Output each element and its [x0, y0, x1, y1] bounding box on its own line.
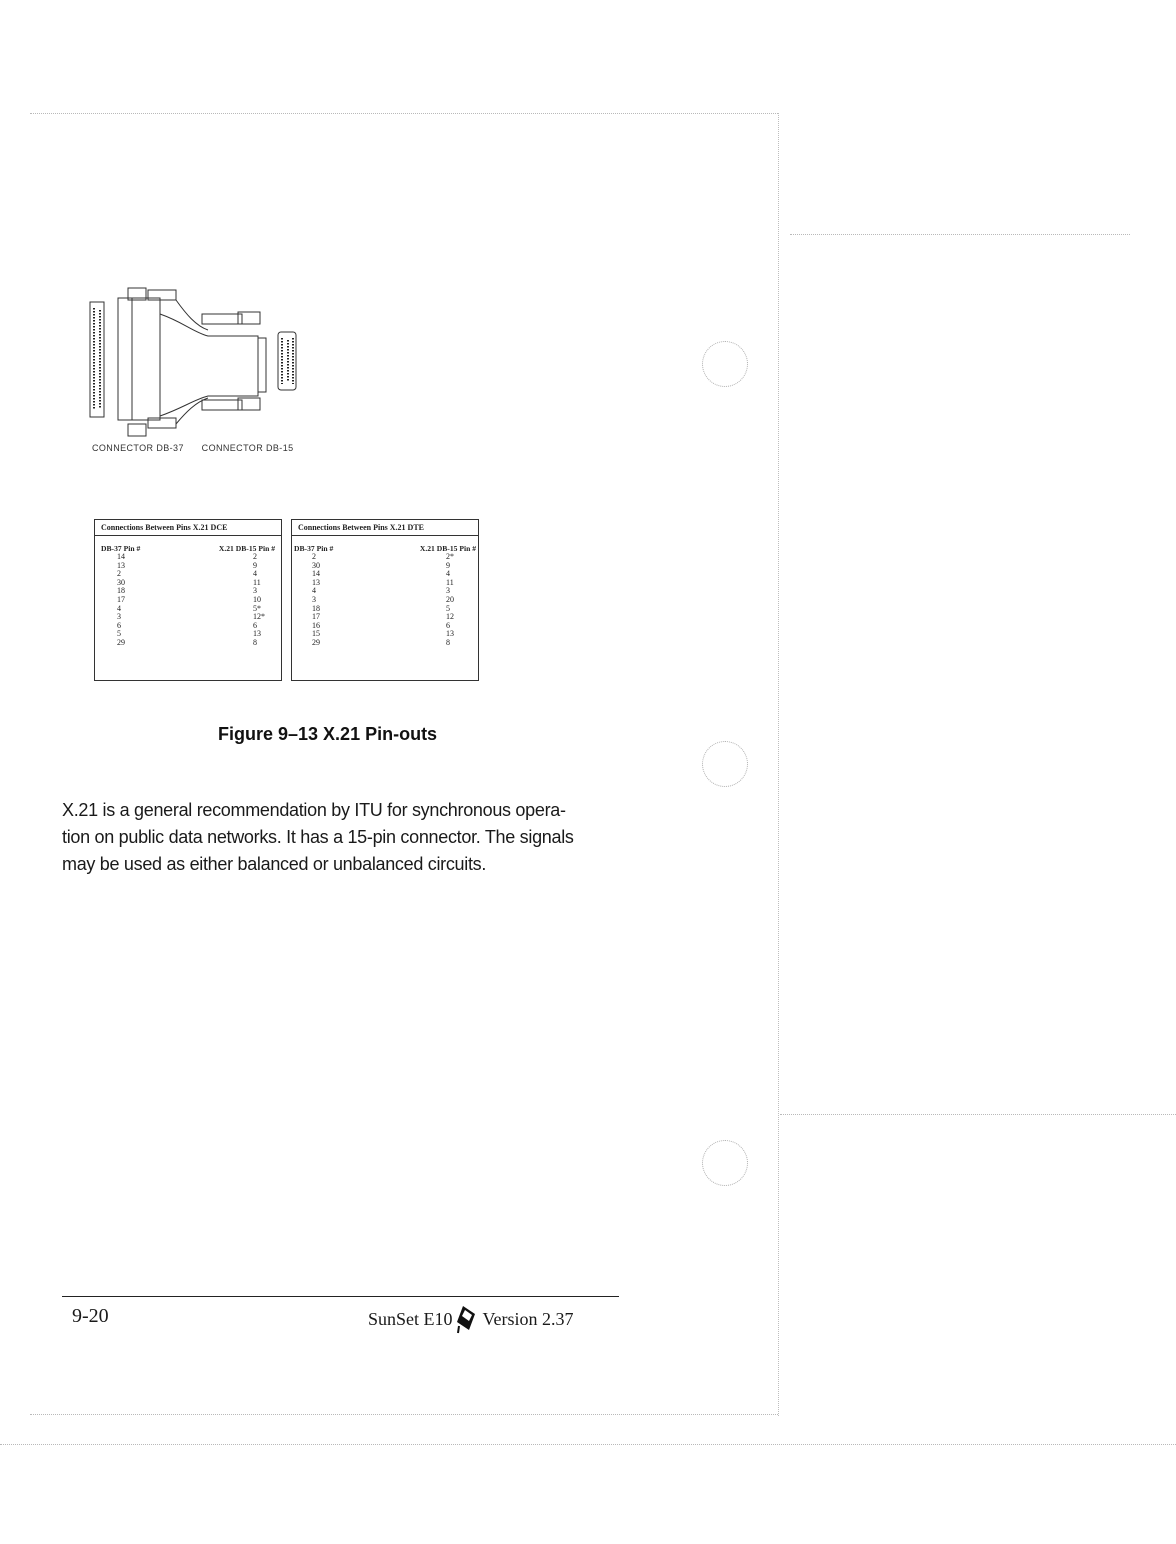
table-row: 15 13 — [312, 629, 454, 639]
dce-table-header — [101, 544, 275, 553]
table-row: 18 3 — [117, 586, 257, 596]
db37-face — [90, 302, 104, 417]
dte-pin-table — [291, 519, 479, 681]
page-right-edge — [778, 113, 779, 1416]
footer-product — [368, 1304, 574, 1334]
table-row: 13 11 — [312, 577, 454, 587]
right-margin-line-2 — [780, 1114, 1176, 1115]
table-row: 14 4 — [312, 569, 450, 579]
binder-hole-2 — [702, 741, 748, 787]
table-row: 29 8 — [117, 637, 257, 647]
product-name: SunSet E10 — [368, 1308, 453, 1329]
dce-col2-header: X.21 DB-15 Pin # — [218, 544, 275, 553]
table-row: 18 5 — [312, 603, 450, 613]
body-line: may be used as either balanced or unbalanced circuits. — [62, 854, 487, 874]
table-row: 13 9 — [117, 560, 257, 570]
table-row: 2 2* — [312, 552, 454, 561]
dte-table-body — [294, 553, 476, 648]
footer-rule — [62, 1296, 619, 1297]
table-row: 30 11 — [117, 577, 261, 587]
body-line: X.21 is a general recommendation by ITU for synchronous opera- — [62, 800, 566, 820]
top-edge-line — [30, 113, 778, 114]
bottom-edge-line — [30, 1414, 778, 1415]
dce-col1-header: DB-37 Pin # — [101, 544, 141, 553]
table-row: 3 12* — [117, 612, 265, 622]
body-paragraph — [62, 797, 637, 878]
table-row: 30 9 — [312, 560, 450, 570]
dce-table-title: Connections Between Pins X.21 DCE — [95, 520, 281, 536]
table-row: 3 20 — [312, 594, 454, 604]
table-row: 17 12 — [312, 612, 454, 622]
dce-table-body — [101, 553, 275, 648]
dte-col2-header: X.21 DB-15 Pin # — [419, 544, 476, 553]
table-row: 4 5* — [117, 603, 261, 613]
table-row: 17 10 — [117, 594, 261, 604]
table-row: 16 6 — [312, 620, 450, 630]
binder-hole-3 — [702, 1140, 748, 1186]
connector-adapter-illustration — [88, 284, 318, 444]
dce-pin-table — [94, 519, 282, 681]
right-margin-line-1 — [790, 234, 1130, 235]
dte-table-title: Connections Between Pins X.21 DTE — [292, 520, 478, 536]
table-row: 2 4 — [117, 569, 257, 579]
binder-hole-1 — [702, 341, 748, 387]
handheld-device-icon — [455, 1304, 477, 1334]
dte-col1-header: DB-37 Pin # — [294, 544, 334, 553]
adapter-drawing — [88, 284, 318, 444]
table-row: 5 13 — [117, 629, 261, 639]
connector-db37-label: CONNECTOR DB-37 — [92, 443, 184, 453]
table-row: 29 8 — [312, 637, 450, 647]
table-row: 4 3 — [312, 586, 450, 596]
version-label: Version 2.37 — [482, 1308, 574, 1329]
scan-bottom-line — [0, 1444, 1176, 1445]
table-row: 14 2 — [117, 552, 257, 561]
figure-caption: Figure 9–13 X.21 Pin-outs — [218, 724, 438, 744]
page-number: 9-20 — [72, 1305, 109, 1327]
table-row: 6 6 — [117, 620, 257, 630]
body-line: tion on public data networks. It has a 15-pin connector. The signals — [62, 827, 574, 847]
connector-db15-label: CONNECTOR DB-15 — [201, 443, 294, 453]
connector-captions — [92, 443, 294, 453]
